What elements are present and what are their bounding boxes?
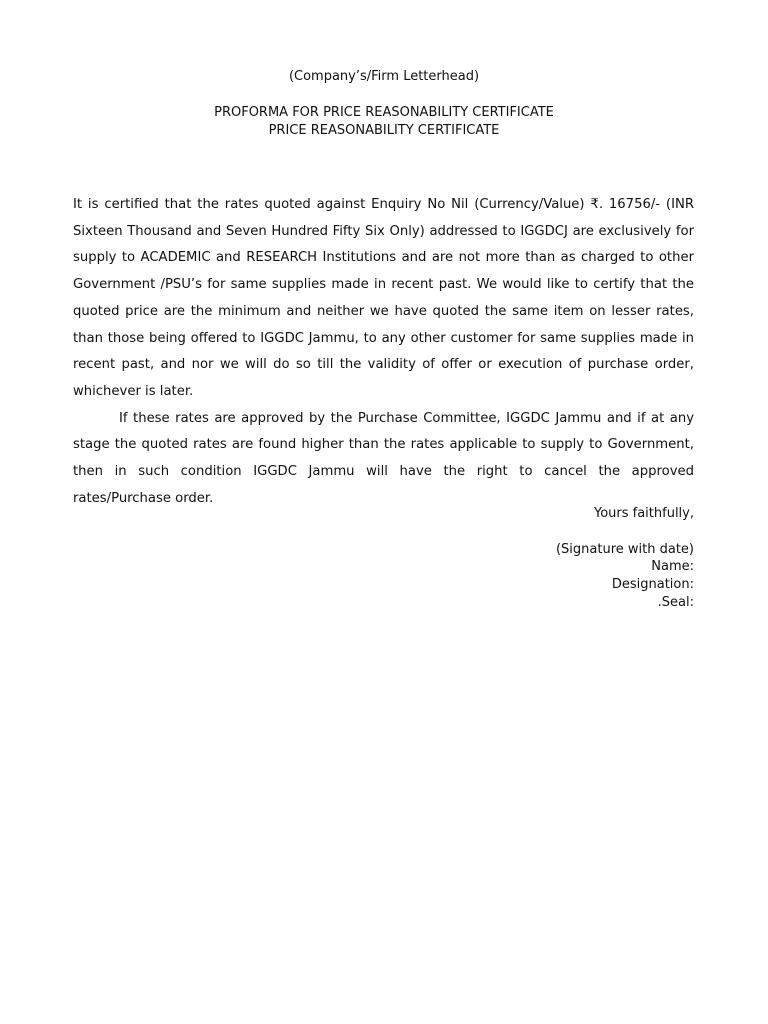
- seal-label: .Seal:: [657, 595, 694, 610]
- certificate-paragraph-2: If these rates are approved by the Purchase Committee, IGGDC Jammu and if at any stage the quoted rates are found higher than the rates applicable to supply to Government, then in such condition IGGDC Jammu will have the right to cancel the approved rates/Purchase order.: [73, 410, 694, 506]
- document-title: PROFORMA FOR PRICE REASONABILITY CERTIFICATE: [214, 105, 554, 120]
- certificate-body: [73, 192, 694, 512]
- closing-salutation: Yours faithfully,: [593, 506, 694, 521]
- document-subtitle: PRICE REASONABILITY CERTIFICATE: [268, 123, 500, 138]
- letterhead-placeholder: (Company’s/Firm Letterhead): [288, 69, 480, 84]
- designation-label: Designation:: [611, 577, 694, 592]
- certificate-paragraph-1: It is certified that the rates quoted against Enquiry No Nil (Currency/Value) ₹. 16756/- (INR Sixteen Thousand and Seven Hundred Fifty Six Only) addressed to IGGDCJ are exclusively for supply to ACADEMIC and RESEARCH Institutions and are not more than as charged to other Government /PSU’s for same supplies made in recent past. We would like to certify that the quoted price are the minimum and neither we have quoted the same item on lesser rates, than those being offered to IGGDC Jammu, to any other customer for same supplies made in recent past, and nor we will do so till the validity of offer or execution of purchase order, whichever is later.: [73, 197, 694, 399]
- signature-label: (Signature with date): [555, 542, 694, 557]
- name-label: Name:: [651, 559, 694, 574]
